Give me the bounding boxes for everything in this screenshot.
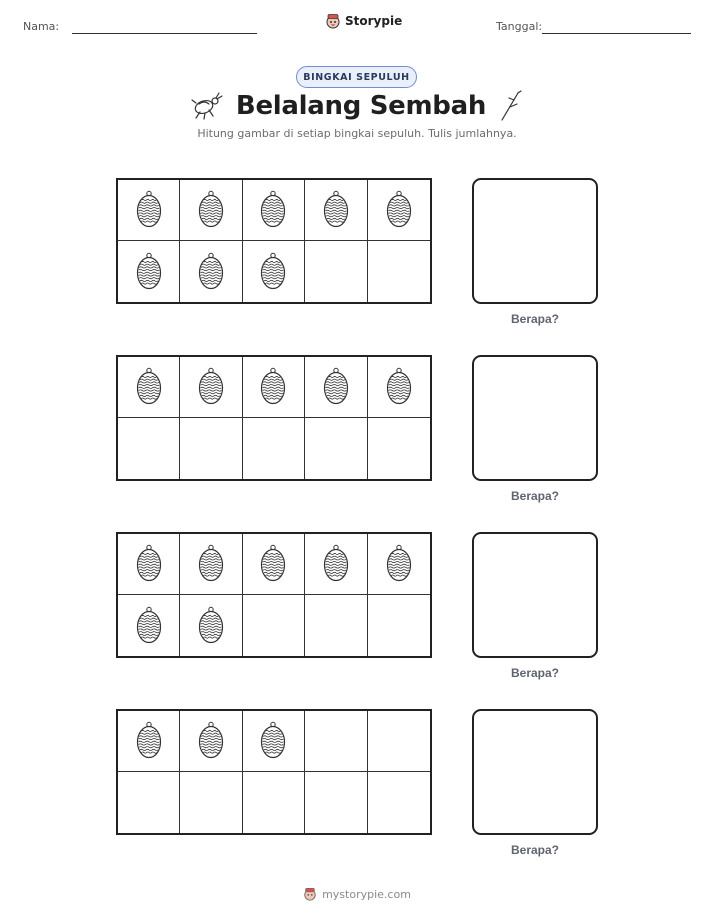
ten-frame-cell bbox=[180, 180, 242, 241]
date-label: Tanggal: bbox=[496, 20, 543, 33]
page-title: Belalang Sembah bbox=[235, 91, 487, 121]
egg-case-icon bbox=[260, 367, 286, 407]
ten-frame-cell bbox=[118, 418, 180, 479]
ten-frame-cell bbox=[118, 357, 180, 418]
ten-frame-3 bbox=[116, 532, 432, 658]
ten-frame-2 bbox=[116, 355, 432, 481]
ten-frame-cell bbox=[180, 418, 242, 479]
answer-box-3[interactable] bbox=[472, 532, 598, 658]
date-line[interactable] bbox=[542, 33, 691, 34]
egg-case-icon bbox=[198, 190, 224, 230]
brand-name: Storypie bbox=[345, 14, 403, 28]
egg-case-icon bbox=[136, 606, 162, 646]
ten-frame-cell bbox=[305, 241, 367, 302]
egg-case-icon bbox=[260, 190, 286, 230]
egg-case-icon bbox=[260, 721, 286, 761]
ten-frame-cell bbox=[305, 418, 367, 479]
ten-frame-cell bbox=[368, 711, 430, 772]
ten-frame-cell bbox=[118, 534, 180, 595]
ten-frame-cell bbox=[243, 241, 305, 302]
egg-case-icon bbox=[386, 367, 412, 407]
ten-frame-cell bbox=[368, 180, 430, 241]
storypie-mascot-icon bbox=[325, 13, 341, 29]
egg-case-icon bbox=[323, 544, 349, 584]
egg-case-icon bbox=[323, 367, 349, 407]
egg-case-icon bbox=[136, 252, 162, 292]
ten-frame-cell bbox=[305, 772, 367, 833]
ten-frame-cell bbox=[243, 418, 305, 479]
answer-label-4: Berapa? bbox=[510, 843, 560, 857]
ten-frame-cell bbox=[180, 241, 242, 302]
ten-frame-cell bbox=[305, 180, 367, 241]
footer bbox=[0, 887, 714, 901]
ten-frame-cell bbox=[368, 241, 430, 302]
ten-frame-cell bbox=[118, 180, 180, 241]
egg-case-icon bbox=[136, 544, 162, 584]
ten-frame-cell bbox=[305, 357, 367, 418]
ten-frame-cell bbox=[243, 772, 305, 833]
answer-label-1: Berapa? bbox=[510, 312, 560, 326]
ten-frame-cell bbox=[368, 772, 430, 833]
ten-frame-4 bbox=[116, 709, 432, 835]
egg-case-icon bbox=[260, 544, 286, 584]
ten-frame-cell bbox=[368, 534, 430, 595]
answer-box-4[interactable] bbox=[472, 709, 598, 835]
instructions: Hitung gambar di setiap bingkai sepuluh. Tulis jumlahnya. bbox=[197, 127, 517, 140]
ten-frame-cell bbox=[368, 357, 430, 418]
ten-frame-cell bbox=[118, 595, 180, 656]
ten-frame-cell bbox=[305, 711, 367, 772]
egg-case-icon bbox=[136, 367, 162, 407]
mantis-icon bbox=[190, 91, 224, 121]
egg-case-icon bbox=[136, 721, 162, 761]
twig-icon bbox=[498, 90, 524, 122]
egg-case-icon bbox=[386, 544, 412, 584]
name-line[interactable] bbox=[72, 33, 257, 34]
egg-case-icon bbox=[386, 190, 412, 230]
ten-frame-cell bbox=[180, 711, 242, 772]
egg-case-icon bbox=[136, 190, 162, 230]
answer-box-1[interactable] bbox=[472, 178, 598, 304]
egg-case-icon bbox=[323, 190, 349, 230]
ten-frame-cell bbox=[118, 241, 180, 302]
egg-case-icon bbox=[260, 252, 286, 292]
egg-case-icon bbox=[198, 606, 224, 646]
egg-case-icon bbox=[198, 252, 224, 292]
name-label: Nama: bbox=[23, 20, 60, 33]
ten-frame-cell bbox=[368, 418, 430, 479]
ten-frame-cell bbox=[243, 180, 305, 241]
answer-box-2[interactable] bbox=[472, 355, 598, 481]
answer-label-3: Berapa? bbox=[510, 666, 560, 680]
egg-case-icon bbox=[198, 367, 224, 407]
ten-frame-cell bbox=[305, 595, 367, 656]
egg-case-icon bbox=[198, 544, 224, 584]
egg-case-icon bbox=[198, 721, 224, 761]
footer-url: mystorypie.com bbox=[322, 887, 411, 901]
ten-frame-cell bbox=[180, 595, 242, 656]
ten-frame-cell bbox=[243, 595, 305, 656]
ten-frame-1 bbox=[116, 178, 432, 304]
ten-frame-cell bbox=[243, 534, 305, 595]
ten-frame-cell bbox=[368, 595, 430, 656]
title-row bbox=[0, 90, 714, 122]
worksheet-type-badge: BINGKAI SEPULUH bbox=[296, 66, 417, 88]
ten-frame-cell bbox=[180, 534, 242, 595]
ten-frame-cell bbox=[243, 711, 305, 772]
answer-label-2: Berapa? bbox=[510, 489, 560, 503]
ten-frame-cell bbox=[118, 772, 180, 833]
brand-logo bbox=[325, 13, 402, 29]
storypie-mascot-icon bbox=[303, 887, 317, 901]
ten-frame-cell bbox=[180, 357, 242, 418]
ten-frame-cell bbox=[243, 357, 305, 418]
ten-frame-cell bbox=[180, 772, 242, 833]
ten-frame-cell bbox=[305, 534, 367, 595]
ten-frame-cell bbox=[118, 711, 180, 772]
